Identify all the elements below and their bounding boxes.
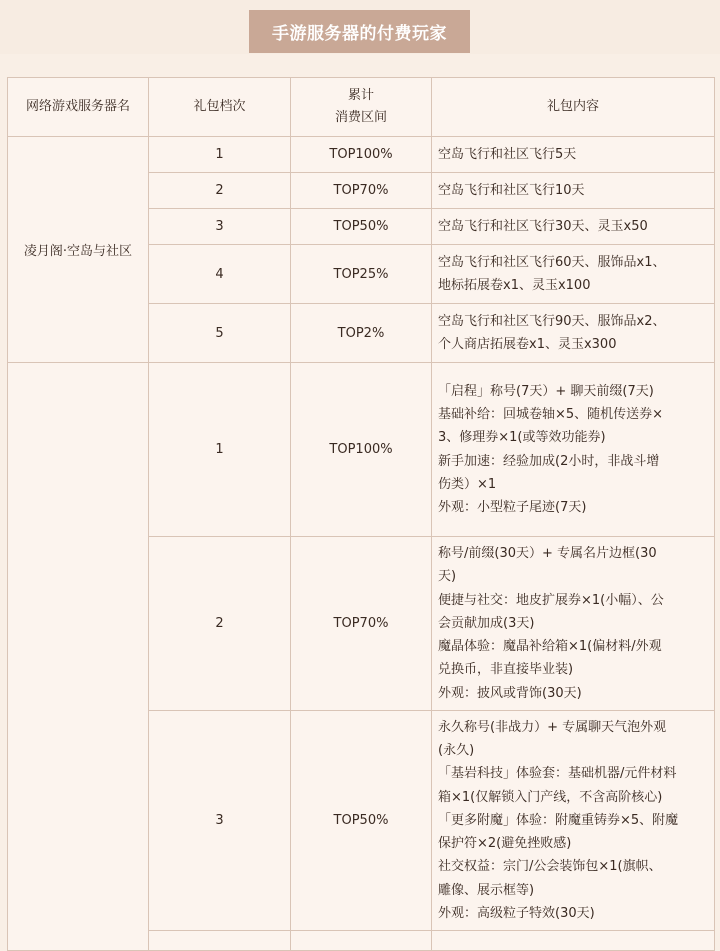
content-line: 会贡献加成(3天) xyxy=(438,615,535,631)
range-cell: TOP2% xyxy=(291,304,432,363)
range-cell: TOP50% xyxy=(291,209,432,245)
content-line: 外观：高级粒子特效(30天) xyxy=(438,905,595,921)
content-cell xyxy=(432,304,715,363)
content-line: 保护符×2(避免挫败感) xyxy=(438,836,572,852)
content-line: 空岛飞行和社区飞行90天、服饰品x2、 xyxy=(438,313,666,329)
tier-cell: 1 xyxy=(149,363,291,537)
content-line: 兑换币，非直接毕业装) xyxy=(438,662,574,678)
tier-cell: 4 xyxy=(149,245,291,304)
content-line: 外观：小型粒子尾迹(7天) xyxy=(438,499,587,515)
content-line: 地标拓展卷x1、灵玉x100 xyxy=(438,278,591,293)
header-range xyxy=(291,78,432,137)
server-name-cell xyxy=(8,363,149,951)
content-cell xyxy=(432,245,715,304)
tier-cell: 5 xyxy=(149,304,291,363)
content-line: 空岛飞行和社区飞行5天 xyxy=(438,146,577,162)
title-bar xyxy=(0,0,720,54)
content-cell xyxy=(432,711,715,931)
content-line: 「更多附魔」体验：附魔重铸券×5、附魔 xyxy=(438,812,679,828)
content-line: 「启程」称号(7天）+ 聊天前缀(7天) xyxy=(438,383,654,399)
content-cell xyxy=(432,137,715,173)
header-range-line1: 累计 xyxy=(347,88,374,103)
table-row xyxy=(8,137,715,173)
content-line: 外观：披风或背饰(30天) xyxy=(438,685,582,701)
range-cell-empty xyxy=(291,931,432,951)
table-row xyxy=(8,363,715,537)
tier-cell: 3 xyxy=(149,711,291,931)
content-cell xyxy=(432,209,715,245)
tier-cell: 2 xyxy=(149,173,291,209)
content-line: 社交权益：宗门/公会装饰包×1(旗帜、 xyxy=(438,859,662,875)
content-line: 空岛飞行和社区飞行10天 xyxy=(438,182,585,198)
range-cell: TOP25% xyxy=(291,245,432,304)
tier-cell-empty xyxy=(149,931,291,951)
range-cell: TOP70% xyxy=(291,173,432,209)
content-line: 称号/前缀(30天）+ 专属名片边框(30 xyxy=(438,546,657,562)
tier-cell: 1 xyxy=(149,137,291,173)
content-line: 基础补给：回城卷轴×5、随机传送券× xyxy=(438,407,664,423)
gift-table xyxy=(7,77,715,951)
header-range-line2: 消费区间 xyxy=(334,110,387,125)
content-cell xyxy=(432,173,715,209)
content-line: 便捷与社交：地皮扩展券×1(小幅）、公 xyxy=(438,592,664,608)
content-line: 新手加速：经验加成(2小时，非战斗增 xyxy=(438,453,660,469)
content-line: 天) xyxy=(438,569,457,585)
range-cell: TOP70% xyxy=(291,537,432,711)
content-line: 伤类）×1 xyxy=(438,476,497,492)
content-line: 个人商店拓展卷x1、灵玉x300 xyxy=(438,337,617,352)
content-line: 空岛飞行和社区飞行30天、灵玉x50 xyxy=(438,218,648,234)
content-line: 箱×1(仅解锁入门产线，不含高阶核心) xyxy=(438,789,663,805)
server-name-cell: 凌月阁·空岛与社区 xyxy=(8,137,149,363)
header-tier: 礼包档次 xyxy=(149,78,291,137)
content-cell xyxy=(432,363,715,537)
content-line: (永久) xyxy=(438,743,475,759)
range-cell: TOP50% xyxy=(291,711,432,931)
header-server: 网络游戏服务器名 xyxy=(8,78,149,137)
content-cell xyxy=(432,537,715,711)
tier-cell: 3 xyxy=(149,209,291,245)
range-cell: TOP100% xyxy=(291,137,432,173)
content-line: 空岛飞行和社区飞行60天、服饰品x1、 xyxy=(438,254,666,270)
header-content: 礼包内容 xyxy=(432,78,715,137)
header-row xyxy=(8,78,715,137)
tier-cell: 2 xyxy=(149,537,291,711)
content-cell-empty xyxy=(432,931,715,951)
content-line: 魔晶体验：魔晶补给箱×1(偏材料/外观 xyxy=(438,639,662,655)
content-line: 「基岩科技」体验套：基础机器/元件材料 xyxy=(438,766,677,782)
range-cell: TOP100% xyxy=(291,363,432,537)
content-line: 3、修理券×1(或等效功能券) xyxy=(438,430,606,446)
content-line: 永久称号(非战力）+ 专属聊天气泡外观 xyxy=(438,720,667,736)
content-line: 雕像、展示框等) xyxy=(438,882,535,898)
page-title: 手游服务器的付费玩家 xyxy=(249,10,470,53)
